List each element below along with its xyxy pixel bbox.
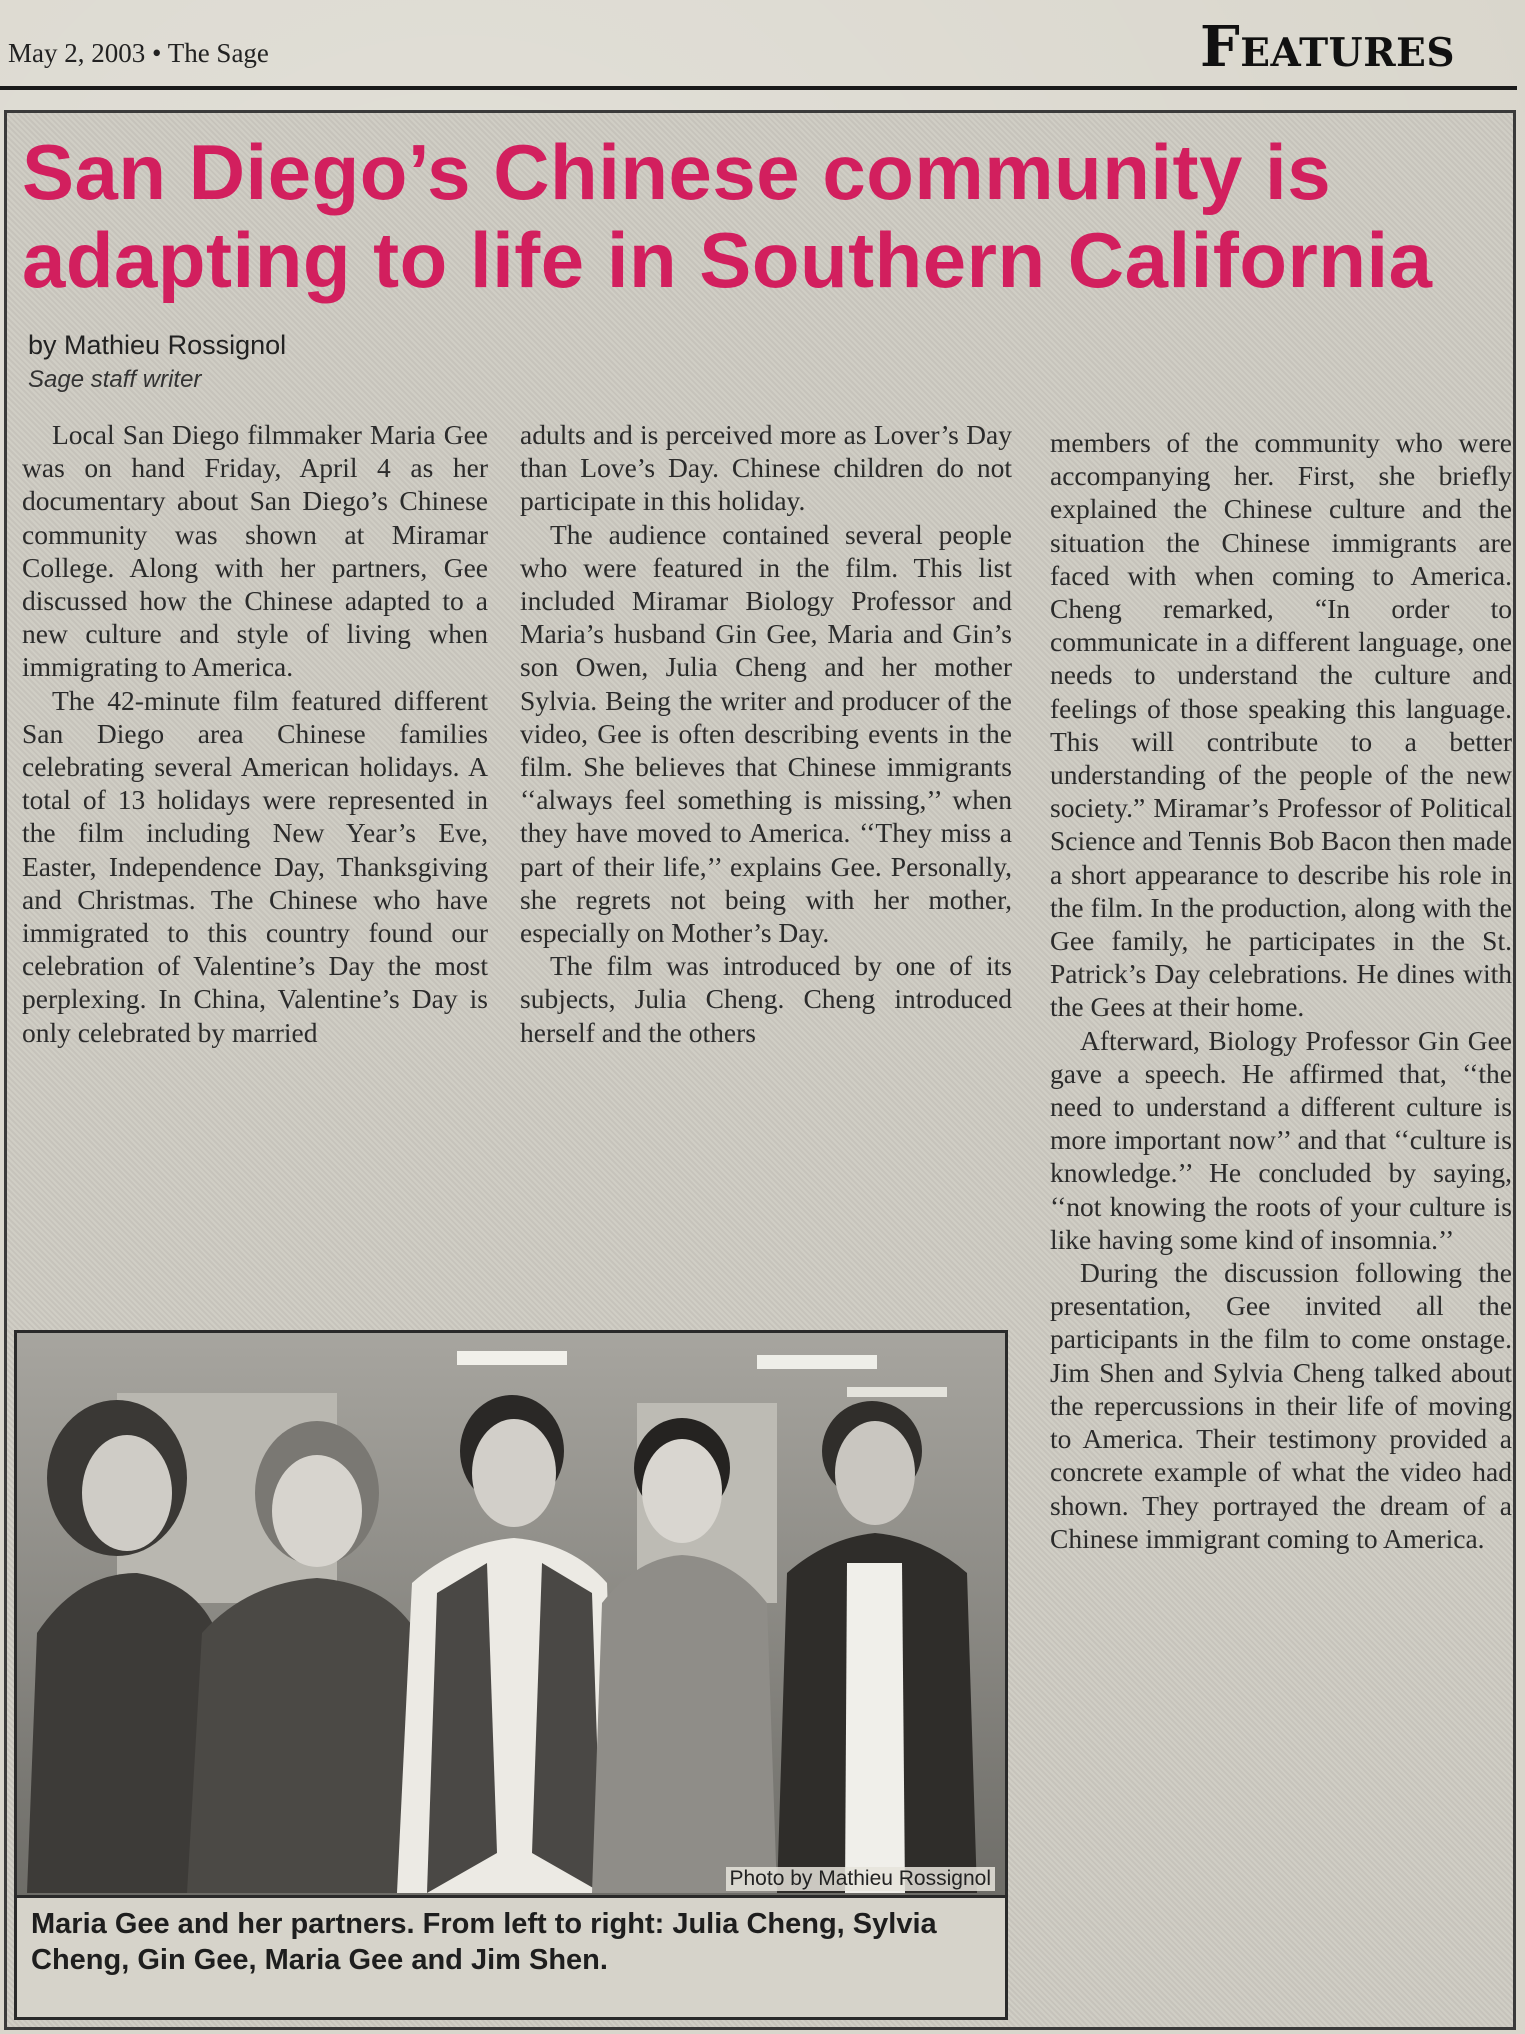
paragraph: Local San Diego filmmaker Maria Gee was on hand Friday, April 4 as her documentary about San Diego’s Chinese community was shown at Miramar College. Along with her partners, Gee discussed how the Chinese adapted to a new culture and style of living when immigrating to America. [22, 419, 488, 683]
group-photo-image [17, 1333, 1005, 1895]
issue-date-source: May 2, 2003 • The Sage [8, 38, 269, 68]
group-photo [14, 1330, 1008, 1898]
photo-caption: Maria Gee and her partners. From left to right: Julia Cheng, Sylvia Cheng, Gin Gee, Maria Gee and Jim Shen. [14, 1898, 1008, 2020]
byline-role: Sage staff writer [28, 366, 202, 393]
paragraph: members of the community who were accompanying her. First, she briefly explained the Chinese culture and the situation the Chinese immigrants are faced with when coming to America. Cheng remarked, “In order to communicate in a different language, one needs to understand the culture and feelings of those speaking this language. This will contribute to a better understanding of the people of the new society.” Miramar’s Professor of Political Science and Tennis Bob Bacon then made a short appearance to describe his role in the film. In the production, along with the Gee family, he participates in the St. Patrick’s Day celebrations. He dines with the Gees at their home. [1050, 427, 1512, 1023]
header-rule [0, 86, 1517, 90]
article-column-1 [22, 418, 488, 1049]
paragraph: The audience contained several people who were featured in the film. This list included Miramar Biology Professor and Maria’s husband Gin Gee, Maria and Gin’s son Owen, Julia Cheng and her mother Sylvia. Being the writer and producer of the video, Gee is often describing events in the film. She believes that Chinese immigrants ‘‘always feel something is missing,’’ when they have moved to America. ‘‘They miss a part of their life,’’ explains Gee. Personally, she regrets not being with her mother, especially on Mother’s Day. [520, 518, 1012, 949]
byline: by Mathieu Rossignol [28, 330, 287, 360]
paragraph: The film was introduced by one of its subjects, Julia Cheng. Cheng introduced herself and the others [520, 950, 1012, 1048]
photo-credit: Photo by Mathieu Rossignol [726, 1867, 996, 1891]
paragraph: During the discussion following the presentation, Gee invited all the participants in the film to come onstage. Jim Shen and Sylvia Cheng talked about the repercussions in their life of moving to America. Their testimony provided a concrete example of what the video had shown. They portrayed the dream of a Chinese immigrant coming to America. [1050, 1257, 1512, 1554]
article-column-3 [1050, 426, 1512, 1555]
headline: San Diego’s Chinese community is adapting to life in Southern California [22, 128, 1433, 304]
paragraph: adults and is perceived more as Lover’s Day than Love’s Day. Chinese children do not participate in this holiday. [520, 419, 1012, 517]
paragraph: Afterward, Biology Professor Gin Gee gave a speech. He affirmed that, ‘‘the need to understand a different culture is more important now’’ and that ‘‘culture is knowledge.’’ He concluded by saying, ‘‘not knowing the roots of your culture is like having some kind of insomnia.’’ [1050, 1024, 1512, 1255]
article-column-2 [520, 418, 1012, 1049]
section-title: Features [1200, 14, 1455, 80]
paragraph: The 42-minute film featured different San Diego area Chinese families celebrating several American holidays. A total of 13 holidays were represented in the film including New Year’s Eve, Easter, Independence Day, Thanksgiving and Christmas. The Chinese who have immigrated to this country found our celebration of Valentine’s Day the most perplexing. In China, Valentine’s Day is only celebrated by married [22, 684, 488, 1048]
